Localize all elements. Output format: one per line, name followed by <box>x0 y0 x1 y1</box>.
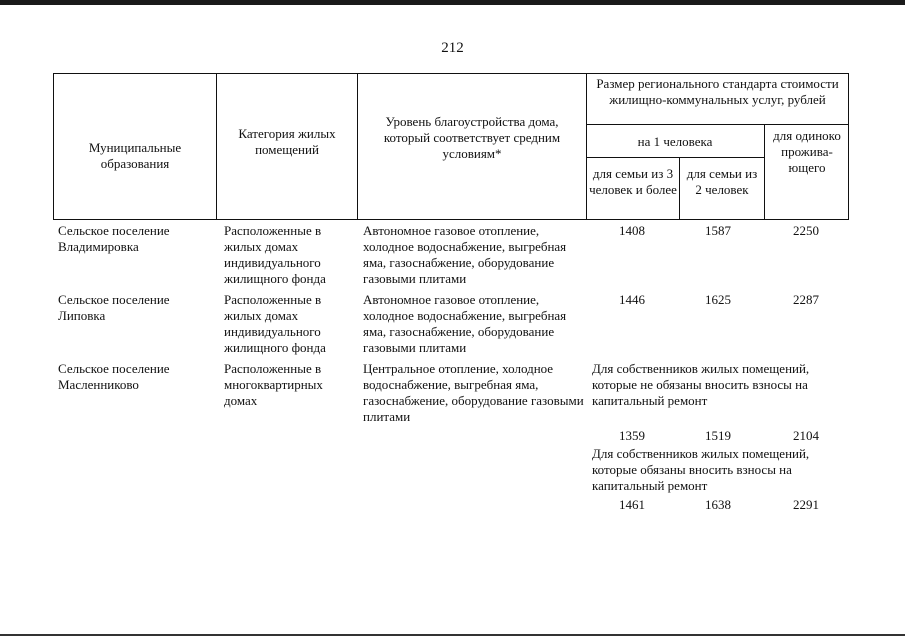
header-family-2: для семьи из 2 человек <box>686 166 758 197</box>
scan-top-edge <box>0 0 905 5</box>
row1-family3-value: 1408 <box>619 223 645 238</box>
header-divider-col3 <box>586 73 587 220</box>
row3-note1-family3-value: 1359 <box>619 428 645 443</box>
header-per-person: на 1 человека <box>637 134 713 149</box>
row2-family2-value: 1625 <box>705 292 731 307</box>
row1-municipality: Сельское поселение Владимировка <box>58 223 170 254</box>
row1-family2-value: 1587 <box>705 223 731 238</box>
row2-single-value: 2287 <box>793 292 819 307</box>
header-divider-single <box>764 124 765 220</box>
row3-note-obliged: Для собственников жилых помещений, которые обязаны вносить взносы на капитальный ремонт <box>592 446 810 493</box>
row3-note1-single-value: 2104 <box>793 428 819 443</box>
header-bottom-border <box>53 219 849 220</box>
header-divider-col1 <box>216 73 217 220</box>
row2-category: Расположенные в жилых домах индивидуального жилищного фонда <box>224 292 326 355</box>
header-group-title: Размер регионального стандарта стоимости жилищно-коммунальных услуг, рублей <box>596 76 839 107</box>
row2-family3-value: 1446 <box>619 292 645 307</box>
header-divider-group <box>586 124 849 125</box>
table-top-border <box>53 73 849 74</box>
row3-note1-family2-value: 1519 <box>705 428 731 443</box>
header-level: Уровень благоустройства дома, который соответствует средним условиям* <box>383 114 561 161</box>
row2-level: Автономное газовое отопление, холодное водоснабжение, выгребная яма, газоснабжение, оборудование газовыми плитами <box>363 292 567 355</box>
page-number: 212 <box>441 40 464 56</box>
row3-note-not-obliged: Для собственников жилых помещений, которые не обязаны вносить взносы на капитальный ремонт <box>592 361 810 408</box>
row2-municipality: Сельское поселение Липовка <box>58 292 170 323</box>
row1-single-value: 2250 <box>793 223 819 238</box>
header-single-resident: для одиноко прожива-ющего <box>773 128 841 175</box>
header-right-border <box>848 73 849 220</box>
scan-bottom-edge <box>0 634 905 636</box>
row3-level: Центральное отопление, холодное водоснабжение, выгребная яма, газоснабжение, оборудование газовыми плитами <box>363 361 584 424</box>
header-municipality: Муниципальные образования <box>88 140 182 171</box>
row3-note2-family2-value: 1638 <box>705 497 731 512</box>
header-left-border <box>53 73 54 220</box>
row1-level: Автономное газовое отопление, холодное водоснабжение, выгребная яма, газоснабжение, оборудование газовыми плитами <box>363 223 567 286</box>
header-divider-per-person <box>586 157 764 158</box>
header-category: Категория жилых помещений <box>238 126 336 157</box>
header-divider-family <box>679 157 680 220</box>
row1-category: Расположенные в жилых домах индивидуального жилищного фонда <box>224 223 326 286</box>
header-divider-col2 <box>357 73 358 220</box>
header-family-3: для семьи из 3 человек и более <box>589 166 677 197</box>
row3-note2-family3-value: 1461 <box>619 497 645 512</box>
row3-category: Расположенные в многоквартирных домах <box>224 361 323 408</box>
row3-municipality: Сельское поселение Масленниково <box>58 361 170 392</box>
row3-note2-single-value: 2291 <box>793 497 819 512</box>
